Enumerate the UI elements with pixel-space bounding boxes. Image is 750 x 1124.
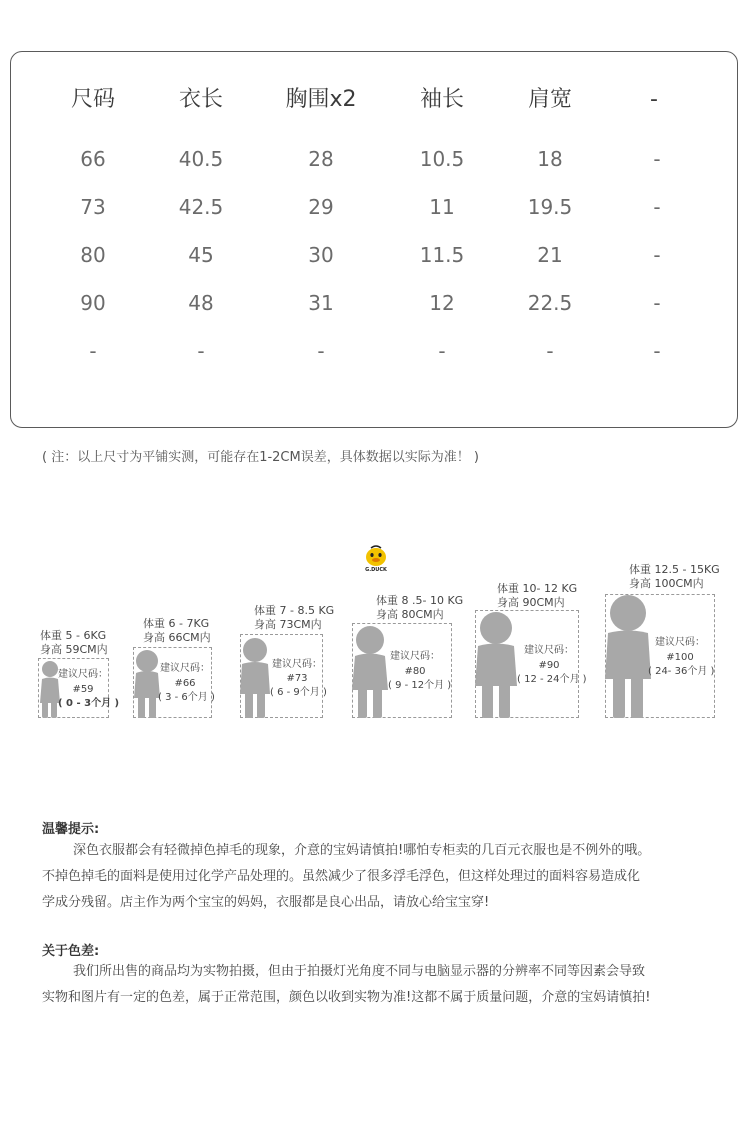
guide-weight: 体重 6 - 7KG xyxy=(143,617,210,630)
recommend-label: 建议尺码： xyxy=(160,663,210,674)
table-cell: - xyxy=(546,339,554,363)
recommend-size: #73 xyxy=(286,673,308,684)
table-cell: 28 xyxy=(308,147,334,171)
table-cell: - xyxy=(89,339,97,363)
table-cell: 31 xyxy=(308,291,334,315)
recommend-label: 建议尺码： xyxy=(655,637,705,648)
recommend-age: ( 24- 36个月 ) xyxy=(648,666,715,677)
table-cell: 66 xyxy=(80,147,106,171)
table-cell: 29 xyxy=(308,195,334,219)
header-extra: - xyxy=(650,87,658,112)
table-cell: 10.5 xyxy=(419,147,465,171)
tips-paragraph xyxy=(42,838,712,916)
guide-weight: 体重 7 - 8.5 KG xyxy=(254,604,335,617)
guide-height: 身高 66CM内 xyxy=(143,631,211,644)
guide-height: 身高 73CM内 xyxy=(254,618,322,631)
table-cell: 11.5 xyxy=(419,243,465,267)
toddler-silhouette-icon xyxy=(473,610,519,719)
recommend-label: 建议尺码： xyxy=(524,645,574,656)
table-cell: - xyxy=(653,195,661,219)
table-cell: 30 xyxy=(308,243,334,267)
recommend-age: ( 6 - 9个月 ) xyxy=(270,687,327,698)
table-cell: - xyxy=(653,243,661,267)
brand-logo xyxy=(362,545,390,575)
table-cell: - xyxy=(653,291,661,315)
table-cell: 48 xyxy=(188,291,214,315)
color-diff-line: 实物和图片有一定的色差，属于正常范围，颜色以收到实物为准!这都不属于质量问题，介意的宝妈请慎拍! xyxy=(42,990,651,1005)
color-diff-title: 关于色差: xyxy=(42,944,100,959)
guide-height: 身高 59CM内 xyxy=(40,643,108,656)
guide-height: 身高 90CM内 xyxy=(497,596,565,609)
table-cell: 42.5 xyxy=(178,195,224,219)
guide-weight: 体重 12.5 - 15KG xyxy=(629,563,720,576)
header-size: 尺码 xyxy=(70,87,115,112)
color-diff-paragraph xyxy=(42,959,712,1011)
recommend-age: ( 3 - 6个月 ) xyxy=(158,692,215,703)
recommend-age: ( 0 - 3个月 ) xyxy=(58,698,120,709)
size-table xyxy=(10,51,738,428)
table-cell: 18 xyxy=(537,147,563,171)
recommend-size: #90 xyxy=(538,660,560,671)
recommend-size: #66 xyxy=(174,678,196,689)
tips-line: 学成分残留。店主作为两个宝宝的妈妈，衣服都是良心出品，请放心给宝宝穿! xyxy=(42,895,490,910)
recommend-age: ( 12 - 24个月 ) xyxy=(517,674,587,685)
table-cell: 22.5 xyxy=(527,291,573,315)
baby-silhouette-icon xyxy=(238,636,272,719)
header-length: 衣长 xyxy=(178,87,223,112)
recommend-size: #80 xyxy=(404,666,426,677)
table-cell: 12 xyxy=(429,291,455,315)
tips-title: 温馨提示: xyxy=(42,822,100,837)
header-shoulder: 肩宽 xyxy=(527,87,572,112)
table-cell: 80 xyxy=(80,243,106,267)
table-cell: 11 xyxy=(429,195,455,219)
tips-line: 不掉色掉毛的面料是使用过化学产品处理的。虽然减少了很多浮毛浮色，但这样处理过的面料容易造成化 xyxy=(42,869,641,884)
recommend-label: 建议尺码： xyxy=(58,669,108,680)
table-cell: - xyxy=(653,147,661,171)
color-diff-line: 我们所出售的商品均为实物拍摄，但由于拍摄灯光角度不同与电脑显示器的分辨率不同等因素会导致 xyxy=(73,964,646,979)
recommend-label: 建议尺码： xyxy=(390,651,440,662)
measurement-note: ( 注：以上尺寸为平铺实测，可能存在1-2CM误差，具体数据以实际为准！ ) xyxy=(42,450,479,465)
recommend-age: ( 9 - 12个月 ) xyxy=(388,680,452,691)
header-sleeve: 袖长 xyxy=(419,87,464,112)
duck-icon xyxy=(362,545,390,569)
tips-line: 深色衣服都会有轻微掉色掉毛的现象，介意的宝妈请慎拍!哪怕专柜卖的几百元衣服也是不例外的哦。 xyxy=(73,843,651,858)
header-chest: 胸围x2 xyxy=(285,87,357,112)
table-cell: - xyxy=(653,339,661,363)
recommend-size: #59 xyxy=(72,684,94,695)
guide-weight: 体重 8 .5- 10 KG xyxy=(376,594,464,607)
logo-text: G.DUCK xyxy=(365,567,387,573)
table-cell: 73 xyxy=(80,195,106,219)
guide-weight: 体重 5 - 6KG xyxy=(40,629,107,642)
table-cell: 45 xyxy=(188,243,214,267)
child-silhouette-icon xyxy=(603,593,653,719)
guide-height: 身高 100CM内 xyxy=(629,577,704,590)
table-cell: 40.5 xyxy=(178,147,224,171)
guide-weight: 体重 10- 12 KG xyxy=(497,582,578,595)
toddler-silhouette-icon xyxy=(350,624,390,719)
recommend-size: #100 xyxy=(666,652,694,663)
table-cell: 21 xyxy=(537,243,563,267)
table-cell: - xyxy=(317,339,325,363)
table-cell: - xyxy=(197,339,205,363)
recommend-label: 建议尺码： xyxy=(272,659,322,670)
table-cell: 90 xyxy=(80,291,106,315)
guide-height: 身高 80CM内 xyxy=(376,608,444,621)
table-cell: 19.5 xyxy=(527,195,573,219)
table-cell: - xyxy=(438,339,446,363)
